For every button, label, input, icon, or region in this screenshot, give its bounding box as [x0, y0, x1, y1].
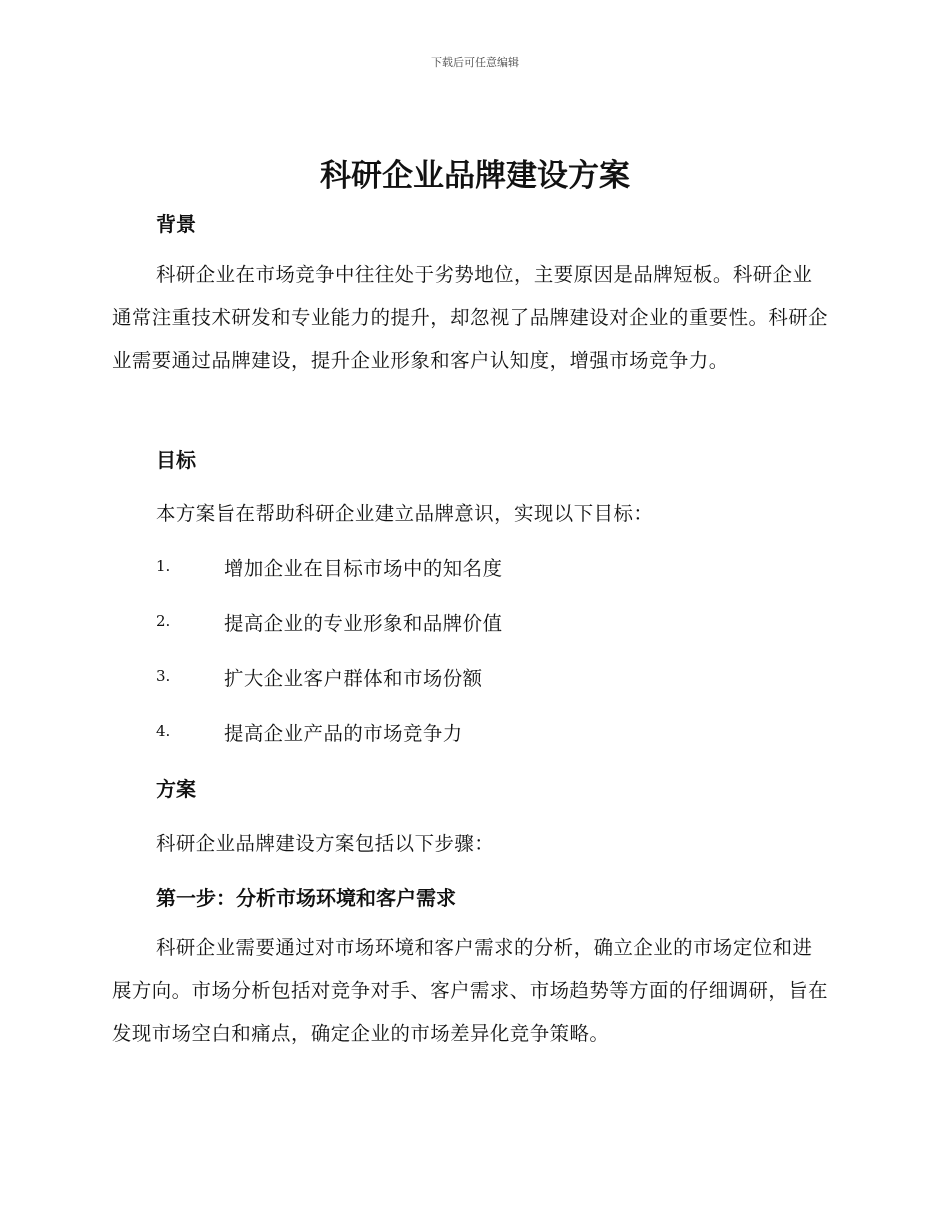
list-item-text: 提高企业产品的市场竞争力	[224, 722, 463, 745]
step1-heading: 第一步：分析市场环境和客户需求	[156, 886, 456, 910]
section-heading-background: 背景	[156, 212, 196, 236]
goals-intro: 本方案旨在帮助科研企业建立品牌意识，实现以下目标：	[156, 502, 654, 525]
list-item-number: 3.	[156, 667, 171, 685]
step1-paragraph: 科研企业需要通过对市场环境和客户需求的分析，确立企业的市场定位和进展方向。市场分析包括对竞争对手、客户需求、市场趋势等方面的仔细调研，旨在发现市场空白和痛点，确定企业的市场差异化竞争策略。	[112, 936, 829, 1045]
list-item-number: 4.	[156, 722, 171, 740]
list-item-text: 增加企业在目标市场中的知名度	[224, 557, 503, 580]
list-item-number: 2.	[156, 612, 171, 630]
list-item-text: 扩大企业客户群体和市场份额	[224, 667, 483, 690]
background-paragraph: 科研企业在市场竞争中往往处于劣势地位，主要原因是品牌短板。科研企业通常注重技术研发和专业能力的提升，却忽视了品牌建设对企业的重要性。科研企业需要通过品牌建设，提升企业形象和客户认知度，增强市场竞争力。	[112, 263, 829, 372]
page-title: 科研企业品牌建设方案	[320, 158, 630, 194]
section-heading-plan: 方案	[156, 777, 196, 801]
header-note: 下载后可任意编辑	[431, 56, 519, 69]
plan-intro: 科研企业品牌建设方案包括以下步骤：	[156, 832, 495, 855]
list-item-number: 1.	[156, 557, 171, 575]
section-heading-goals: 目标	[156, 448, 196, 472]
list-item-text: 提高企业的专业形象和品牌价值	[224, 612, 503, 635]
